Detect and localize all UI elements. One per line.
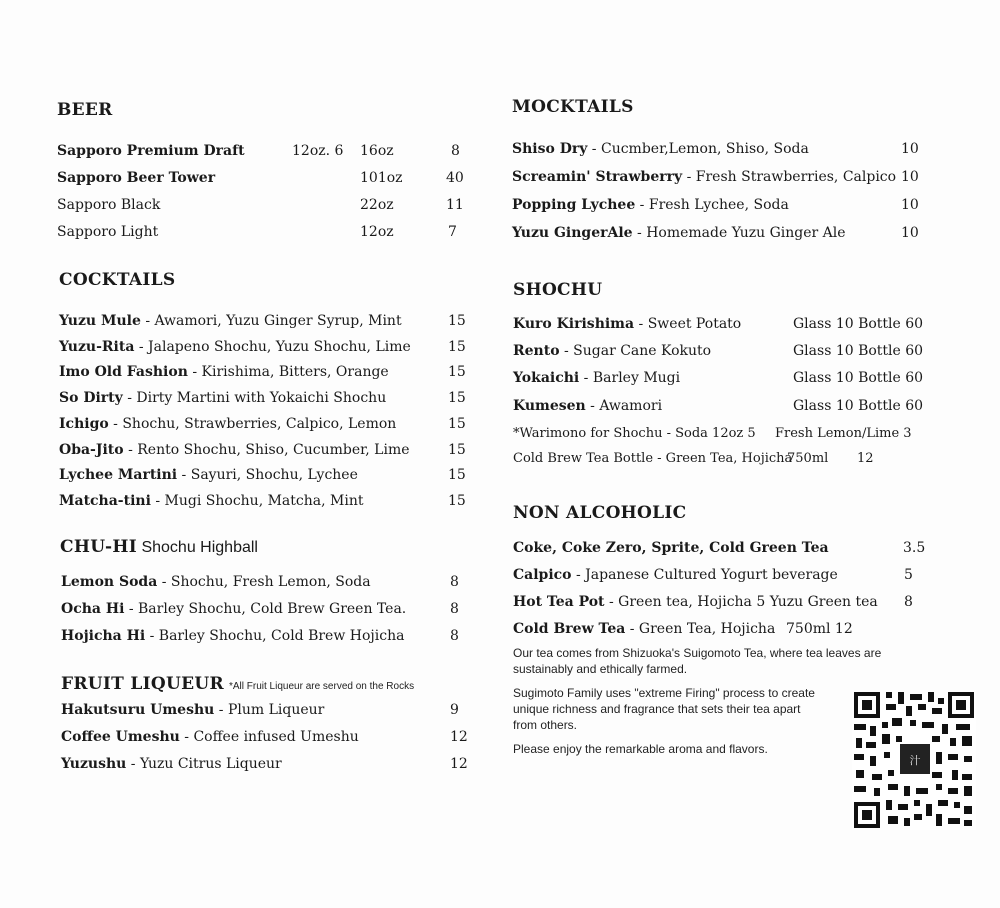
cocktail-desc: - Dirty Martini with Yokaichi Shochu bbox=[122, 390, 387, 406]
chuhi-name: Ocha Hi bbox=[61, 601, 125, 617]
nonalc-row-4 bbox=[513, 621, 775, 637]
chuhi-desc: - Barley Shochu, Cold Brew Green Tea. bbox=[124, 601, 407, 617]
mocktail-price-3: 10 bbox=[901, 197, 919, 213]
beer-price-2: 40 bbox=[446, 170, 464, 186]
cocktail-name: Yuzu-Rita bbox=[59, 339, 135, 355]
mocktail-row-4 bbox=[512, 225, 846, 241]
shochu-title: SHOCHU bbox=[513, 280, 603, 300]
mocktail-desc: - Homemade Yuzu Ginger Ale bbox=[632, 225, 846, 241]
cocktail-desc: - Awamori, Yuzu Ginger Syrup, Mint bbox=[140, 313, 402, 329]
shochu-row-1 bbox=[513, 316, 741, 332]
cocktail-name: Lychee Martini bbox=[59, 467, 178, 483]
shochu-name: Rento bbox=[513, 343, 560, 359]
tea-note-1: Our tea comes from Shizuoka's Suigomoto Tea, where tea leaves are bbox=[513, 646, 882, 660]
chuhi-title-bold: CHU-HI bbox=[60, 537, 137, 557]
mocktail-name: Shiso Dry bbox=[512, 141, 588, 157]
coldbrew-bottle-price: 12 bbox=[857, 451, 874, 466]
fruit-title-bold: FRUIT LIQUEUR bbox=[61, 674, 224, 694]
fruit-price-1: 9 bbox=[450, 702, 459, 718]
shochu-name: Kumesen bbox=[513, 398, 586, 414]
cocktail-row-3 bbox=[59, 364, 389, 380]
tea-note-4: unique richness and fragrance that sets their tea apart bbox=[513, 702, 801, 716]
nonalc-price-2: 5 bbox=[904, 567, 913, 583]
beer-size2-3: 22oz bbox=[360, 197, 394, 213]
chuhi-name: Lemon Soda bbox=[61, 574, 158, 590]
cocktail-name: Ichigo bbox=[59, 416, 109, 432]
cocktail-row-5 bbox=[59, 416, 396, 432]
fruit-price-3: 12 bbox=[450, 756, 468, 772]
cocktail-name: Imo Old Fashion bbox=[59, 364, 188, 380]
mocktail-name: Yuzu GingerAle bbox=[512, 225, 633, 241]
fruit-name: Yuzushu bbox=[61, 756, 127, 772]
fruit-desc: - Coffee infused Umeshu bbox=[179, 729, 359, 745]
cocktail-name: Matcha-tini bbox=[59, 493, 151, 509]
cocktail-desc: - Kirishima, Bitters, Orange bbox=[187, 364, 389, 380]
beer-price-1: 8 bbox=[451, 143, 460, 159]
mocktail-desc: - Cucmber,Lemon, Shiso, Soda bbox=[587, 141, 809, 157]
shochu-desc: - Sweet Potato bbox=[634, 316, 742, 332]
shochu-price-4: Glass 10 Bottle 60 bbox=[793, 398, 924, 414]
beer-price-4: 7 bbox=[448, 224, 457, 240]
fruit-desc: - Plum Liqueur bbox=[214, 702, 325, 718]
shochu-row-2 bbox=[513, 343, 711, 359]
cocktail-desc: - Mugi Shochu, Matcha, Mint bbox=[150, 493, 364, 509]
shochu-desc: - Barley Mugi bbox=[579, 370, 681, 386]
cocktail-price-6: 15 bbox=[448, 442, 466, 458]
cocktail-price-7: 15 bbox=[448, 467, 466, 483]
tea-note-5: from others. bbox=[513, 718, 578, 732]
cocktail-row-6 bbox=[59, 442, 410, 458]
mocktail-price-1: 10 bbox=[901, 141, 919, 157]
mocktails-title: MOCKTAILS bbox=[512, 97, 634, 117]
cocktail-desc: - Rento Shochu, Shiso, Cucumber, Lime bbox=[123, 442, 410, 458]
beer-name-4: Sapporo Light bbox=[57, 224, 159, 240]
fruit-title bbox=[61, 674, 414, 694]
mocktail-price-2: 10 bbox=[901, 169, 919, 185]
cocktails-title: COCKTAILS bbox=[59, 270, 176, 290]
chuhi-subtitle: Shochu Highball bbox=[137, 539, 258, 556]
cocktail-price-1: 15 bbox=[448, 313, 466, 329]
cocktail-row-4 bbox=[59, 390, 386, 406]
nonalc-desc: - Green tea, Hojicha 5 Yuzu Green tea bbox=[604, 594, 878, 610]
nonalc-row-2 bbox=[513, 567, 838, 583]
tea-note-2: sustainably and ethically farmed. bbox=[513, 662, 688, 676]
shochu-name: Yokaichi bbox=[513, 370, 580, 386]
cocktail-row-1 bbox=[59, 313, 402, 329]
coldbrew-bottle-size: 750ml bbox=[787, 451, 829, 466]
shochu-price-1: Glass 10 Bottle 60 bbox=[793, 316, 924, 332]
coldbrew-bottle: Cold Brew Tea Bottle - Green Tea, Hojicha bbox=[513, 451, 793, 466]
nonalc-price-3: 8 bbox=[904, 594, 913, 610]
beer-price-3: 11 bbox=[446, 197, 464, 213]
mocktail-name: Screamin' Strawberry bbox=[512, 169, 683, 185]
chuhi-row-2 bbox=[61, 601, 406, 617]
nonalc-row-1 bbox=[513, 540, 829, 556]
nonalc-name: Cold Brew Tea bbox=[513, 621, 626, 637]
fruit-row-1 bbox=[61, 702, 324, 718]
cocktail-desc: - Shochu, Strawberries, Calpico, Lemon bbox=[108, 416, 397, 432]
cocktail-price-3: 15 bbox=[448, 364, 466, 380]
nonalc-desc: - Green Tea, Hojicha bbox=[625, 621, 776, 637]
nonalc-title: NON ALCOHOLIC bbox=[513, 503, 687, 523]
mocktail-desc: - Fresh Strawberries, Calpico bbox=[682, 169, 897, 185]
shochu-desc: - Sugar Cane Kokuto bbox=[559, 343, 712, 359]
nonalc-desc: - Japanese Cultured Yogurt beverage bbox=[571, 567, 838, 583]
beer-size2-1: 16oz bbox=[360, 143, 394, 159]
shochu-row-3 bbox=[513, 370, 680, 386]
chuhi-price-2: 8 bbox=[450, 601, 459, 617]
fruit-row-2 bbox=[61, 729, 359, 745]
fruit-row-3 bbox=[61, 756, 282, 772]
warimono-extra: Fresh Lemon/Lime 3 bbox=[775, 426, 912, 441]
fruit-price-2: 12 bbox=[450, 729, 468, 745]
beer-name-2: Sapporo Beer Tower bbox=[57, 170, 216, 186]
cocktail-price-8: 15 bbox=[448, 493, 466, 509]
shochu-price-3: Glass 10 Bottle 60 bbox=[793, 370, 924, 386]
nonalc-name: Coke, Coke Zero, Sprite, Cold Green Tea bbox=[513, 540, 829, 556]
tea-note-3: Sugimoto Family uses "extreme Firing" process to create bbox=[513, 686, 815, 700]
nonalc-name: Hot Tea Pot bbox=[513, 594, 605, 610]
cocktail-name: Oba-Jito bbox=[59, 442, 124, 458]
cocktail-row-7 bbox=[59, 467, 358, 483]
qr-code-graphic bbox=[852, 690, 976, 830]
cocktail-name: Yuzu Mule bbox=[59, 313, 141, 329]
chuhi-price-1: 8 bbox=[450, 574, 459, 590]
mocktail-name: Popping Lychee bbox=[512, 197, 636, 213]
mocktail-row-2 bbox=[512, 169, 896, 185]
chuhi-row-1 bbox=[61, 574, 371, 590]
cocktail-desc: - Jalapeno Shochu, Yuzu Shochu, Lime bbox=[134, 339, 411, 355]
qr-code-icon[interactable] bbox=[852, 690, 976, 830]
mocktail-price-4: 10 bbox=[901, 225, 919, 241]
cocktail-row-2 bbox=[59, 339, 411, 355]
nonalc-price-1: 3.5 bbox=[903, 540, 926, 556]
tea-note-6: Please enjoy the remarkable aroma and flavors. bbox=[513, 742, 768, 756]
chuhi-desc: - Shochu, Fresh Lemon, Soda bbox=[157, 574, 371, 590]
shochu-desc: - Awamori bbox=[585, 398, 663, 414]
beer-size2-2: 101oz bbox=[360, 170, 403, 186]
nonalc-row-3 bbox=[513, 594, 878, 610]
cocktail-desc: - Sayuri, Shochu, Lychee bbox=[177, 467, 358, 483]
svg-text:汁: 汁 bbox=[909, 754, 921, 767]
mocktail-desc: - Fresh Lychee, Soda bbox=[635, 197, 789, 213]
chuhi-price-3: 8 bbox=[450, 628, 459, 644]
beer-size2-4: 12oz bbox=[360, 224, 394, 240]
cocktail-price-2: 15 bbox=[448, 339, 466, 355]
mocktail-row-3 bbox=[512, 197, 789, 213]
chuhi-row-3 bbox=[61, 628, 404, 644]
beer-title: BEER bbox=[57, 100, 113, 120]
shochu-price-2: Glass 10 Bottle 60 bbox=[793, 343, 924, 359]
nonalc-price-4: 750ml 12 bbox=[786, 621, 853, 637]
fruit-name: Hakutsuru Umeshu bbox=[61, 702, 215, 718]
chuhi-title bbox=[60, 537, 258, 557]
beer-name-3: Sapporo Black bbox=[57, 197, 161, 213]
fruit-note: *All Fruit Liqueur are served on the Rocks bbox=[229, 681, 415, 692]
fruit-desc: - Yuzu Citrus Liqueur bbox=[126, 756, 282, 772]
warimono-note: *Warimono for Shochu - Soda 12oz 5 bbox=[513, 426, 756, 441]
beer-name-1: Sapporo Premium Draft bbox=[57, 143, 245, 159]
cocktail-name: So Dirty bbox=[59, 390, 123, 406]
mocktail-row-1 bbox=[512, 141, 809, 157]
fruit-name: Coffee Umeshu bbox=[61, 729, 180, 745]
chuhi-desc: - Barley Shochu, Cold Brew Hojicha bbox=[145, 628, 405, 644]
cocktail-price-4: 15 bbox=[448, 390, 466, 406]
nonalc-name: Calpico bbox=[513, 567, 572, 583]
beer-size1-1: 12oz. 6 bbox=[292, 143, 344, 159]
shochu-row-4 bbox=[513, 398, 662, 414]
shochu-name: Kuro Kirishima bbox=[513, 316, 635, 332]
cocktail-row-8 bbox=[59, 493, 363, 509]
chuhi-name: Hojicha Hi bbox=[61, 628, 146, 644]
cocktail-price-5: 15 bbox=[448, 416, 466, 432]
